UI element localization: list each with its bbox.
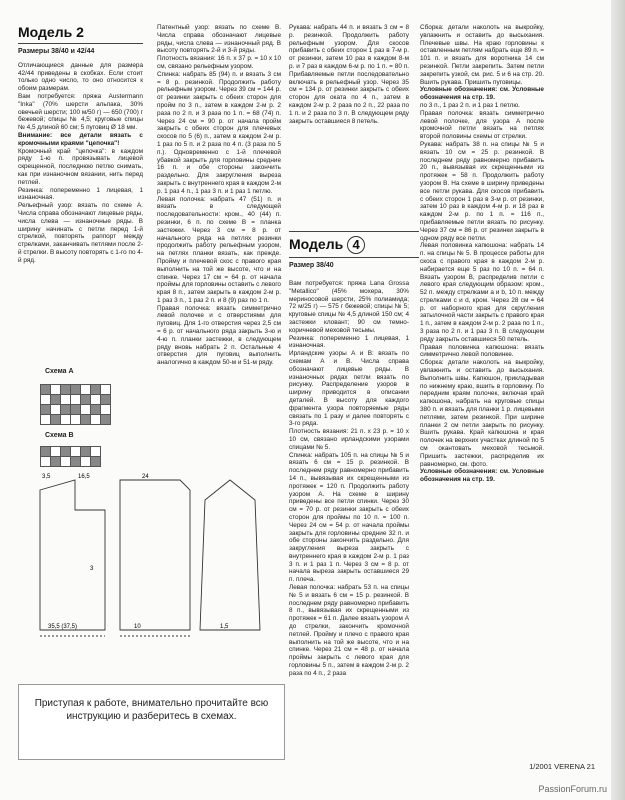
back-piece-outline [120,480,190,630]
paragraph: Левая полочка: набрать 47 (51) п. и вязать в следующей последовательности: кром., 40 (44) п. резинки, 6 п. по схеме В = планка застежки. Через 3 см = 8 р. от начального ряда на петлях резинки продолжить работу рельефным узором, на петлях планки вязать, как прежде. Пройму и плечевой скос с правого края выполнить на той же высоте, что и на спинке. Через 17 см = 64 р. от начала проймы для горловины оставить с левого края 8 п., затем закрыть в каждом 2-м р. 1 раз 3 п., 1 раз 2 п. и 8 (9) раз по 1 п. [157,195,281,304]
front-piece-outline [40,480,105,630]
notice-text: Приступая к работе, внимательно прочитайте всю инструкцию и разберитесь в схемах. [34,698,269,722]
sleeve-outline [200,480,260,630]
model2-sizes: Размеры 38/40 и 42/44 [18,48,95,55]
column-1 [18,24,143,265]
paragraph: Вам потребуется: пряжа Lana Grossa "Metallico" (45% мохера, 30% мериносовой шерсти, 25% полиамида; 72 м/25 г) — 575 г бежевой; спицы № 5; круговые спицы № 4,5 длиной 150 см; 4 застежки кловант; 90 см темно-коричневой меховой тесьмы. [289,280,409,334]
model4-number-badge: 4 [347,236,365,254]
dim-label: 35,5 (37,5) [48,624,78,630]
divider [289,231,419,232]
model4-header [289,228,419,275]
paragraph: Рукава: набрать 38 п. на спицы № 5 и вязать 10 см = 25 р. резинкой. В последнем ряду равномерно прибавить 20 п., вывязывая их скрещенными из протяжек = 58 п. Продолжить работу узором В. На схеме в ширину приведены все петли рукава. Для скосов прибавить с обеих сторон 1 раз в 3-м р. от резинки, затем 10 раз в каждом 4-м р. и 18 раз в каждом 2-м р. по 1 п. = 116 п., прибавляемые петли вязать по рисунку. Через 37 см = 86 р. от резинки закрыть в одном ряду все петли. [420,140,544,242]
column-3-bottom [289,280,409,678]
paragraph: Внимание: все детали вязать с кромочными краями "цепочка"! [18,131,143,147]
paragraph: Резинка: попеременно 1 лицевая, 1 изнаночная. [289,334,409,350]
paragraph: Левая половинка капюшона: набрать 14 п. на спицы № 5. В процессе работы для скоса с правого края в каждом 2-м р. набирается еще 5 раз по 10 п. = 64 п. Вязать узором В, распределив петли с левого края следующим образом: кром., 52 п. между стрелками а и b, 10 п. между стрелками с и d, кром. Через 28 см = 64 р. от наборного края для скругления затылочной части закрыть с правого края 1 п., затем в каждом 2-м р. 2 раза по 1 п., 3 раза по 2 п. и 1 раз 3 п. В следующем ряду закрыть оставшиеся 50 петель. [420,242,544,343]
paragraph: Рукава: набрать 44 п. и вязать 3 см = 8 р. резинкой. Продолжить работу рельефным узором. Для скосов прибавить с обеих сторон 1 раз в 7-м р. от резинки, затем 10 раз в каждом 8-м р. и 7 раз в каждом 6-м р. по 1 п. = 80 п. Прибавляемые петли последовательно включать в рельефный узор. Через 35 см = 134 р. от резинки закрыть с обеих сторон для оката по 4 п., затем в каждом 2-м р. 2 раза по 2 п., 22 раза по 1 п. и 2 раза по 3 п. В следующем ряду закрыть оставшиеся 8 петель. [289,24,409,125]
dim-label: 10 [134,624,141,630]
paragraph: Условные обозначения: см. Условные обозначения на стр. 19. [420,468,544,484]
paragraph: Вам потребуется: пряжа Austermann "Inka" (70% шерсти альпака, 30% овечьей шерсти; 100 м/50 г) — 650 (700) г бежевой; спицы № 4,5; круговые спицы № 4,5 длиной 60 см; 5 пуговиц Ø 18 мм. [18,92,143,132]
page-spine-shadow [611,0,625,800]
paragraph: Условные обозначения: см. Условные обозначения на стр. 19. [420,86,544,102]
paragraph: Патентный узор: вязать по схеме В. Числа справа обозначают лицевые ряды, числа слева — изнаночный ряд. В высоту повторять 2-й и 3-й ряды. [157,24,281,55]
paragraph: Правая полочка: вязать симметрично левой полочке и с отверстиями для пуговиц. Для 1-го отверстия через 2,5 см = 6 р. от начального ряда закрыть 3-ю и 4-ю п. планки застежки, в следующем ряду вновь набрать 2 п. Остальные 4 отверстия для пуговиц выполнить аналогично в каждом 50-м и 51-м ряду. [157,304,281,367]
column-4 [420,24,544,484]
paragraph: Плотность вязания: 16 п. x 37 р. = 10 x 10 см, связано рельефным узором. [157,55,281,70]
column-3-top [289,24,409,125]
dim-label: 24 [142,474,149,480]
dim-label: 16,5 [78,474,90,480]
divider [289,257,419,258]
paragraph: Резинка: попеременно 1 лицевая, 1 изнаночная. [18,186,143,202]
scheme-b-label: Схема В [45,432,74,439]
column-2 [157,24,281,367]
paragraph: Плотность вязания: 21 п. x 23 р. = 10 x 10 см, связано ирландскими узорами спицами № 5. [289,428,409,451]
paragraph: Правая полочка: вязать симметрично левой полочке, для узора А после кромочной петли вязать на петлях второй половины схемы от стрелки. [420,109,544,141]
paragraph: Ирландские узоры А и В: вязать по схемам А и В. Числа справа обозначают лицевые ряды. В изнаночных рядах петли вязать по рисунку. Распределение узоров в ширину приводится в описании деталей. В высоту для каждого фрагмента узора повторяемые ряды связать по 1 разу и далее повторять с 3-го ряда. [289,350,409,428]
paragraph: по 3 п., 1 раз 2 п. и 1 раз 1 петлю. [420,101,520,109]
model4-title [289,236,419,254]
dim-label: 3,5 [42,474,51,480]
divider [18,43,143,44]
watermark: PassionForum.ru [538,784,607,794]
paragraph: Отличающиеся данные для размера 42/44 приведены в скобках. Если стоит только одно число, то оно относится к обоим размерам. [18,61,143,93]
model2-title: Модель 2 [18,24,84,40]
paragraph: Спинка: набрать 105 п. на спицы № 5 и вязать 6 см = 15 р. резинкой. В последнем ряду равномерно прибавить 14 п., вывязывая их скрещенными из протяжек = 120 п. Продолжить работу узором А. На схеме в ширину приведены все петли спинки. Через 30 см = 70 р. от резинки закрыть с обеих сторон для проймы по 10 п. = 100 п. Через 24 см = 54 р. от начала проймы закрыть для горловины средние 32 п. и обе стороны закончить раздельно. Для закругления выреза закрыть с внутреннего края в каждом 2-м р. 1 раз 3 п. и 1 раз 1 п. Через 3 см = 8 р. от начала выреза закрыть оставшиеся 29 п. плеча. [289,451,409,584]
model4-title-text: Модель [289,236,344,252]
dim-label: 3 [90,566,94,572]
scheme-b-grid [40,446,101,467]
paragraph: Левая полочка: набрать 53 п. на спицы № 5 и вязать 6 см = 15 р. резинкой. В последнем ряду равномерно прибавить 8 п., вывязывая их скрещенными из протяжек = 61 п. Далее вязать узором А до стрелки, закончить кромочной петлей. Пройму и плечо с правого края выполнить на той же высоте, что и на спинке. Через 21 см = 48 р. от начала проймы закрыть с левого края для горловины 5 п., затем в каждом 2-м р. 2 раза по 4 п., 2 раза [289,584,409,677]
paragraph: Сборка: детали наколоть на выкройку, увлажнить и оставить до высыхания. Плечевые швы. На краю горловины к оставленным петлям набрать еще 89 п. = 101 п. и вязать для воротника 14 см резинкой. Петли закрепить. Затем петли закрепить узкой, см. рис. 5 и 6 на стр. 20. Вшить рукава. Пришить пуговицы. [420,24,544,86]
garment-pattern-diagram [30,470,270,640]
notice-box [18,684,285,760]
model4-sizes: Размер 38/40 [289,262,334,269]
paragraph: Правая половинка капюшона: вязать симметрично левой половинке. [420,343,544,359]
scheme-a-label: Схема А [45,368,74,375]
paragraph: Рельефный узор: вязать по схеме А. Числа справа обозначают лицевые ряды, числа слева — изнаночные ряды. В ширину начинать с петли перед 1-й стрелкой, повторять раппорт между стрелками, заканчивать петлями после 2-й стрелки. В высоту повторять с 1-го по 4-й ряд. [18,202,143,264]
paragraph: Кромочный край "цепочка": в каждом ряду 1-ю п. провязывать лицевой скрещенной, последнюю петлю снимать, как при изнаночном вязании, нить перед петлей. [18,147,143,186]
paragraph: Спинка: набрать 85 (94) п. и вязать 3 см = 8 р. резинкой. Продолжить работу рельефным узором. Через 39 см = 144 р. от резинки закрыть с обеих сторон для пройм по 3 п., затем в каждом 2-м р. 2 раза по 2 п. и 3 раза по 1 п. = 68 (74) п. Через 24 см = 90 р. от начала пройм закрыть с обеих сторон для плечевых скосов по 5 (6) п., затем в каждом 2-м р. 1 раз по 5 п. и 2 раза по 4 п. (3 раза по 5 п.). Одновременно с 1-й плечевой убавкой закрыть для горловины средние 16 п. и обе стороны закончить раздельно. Для закругления выреза закрыть с внутреннего края в каждом 2-м р. 1 раз 4 п., 1 раз 3 п. и 1 раз 1 петлю. [157,70,281,195]
page-footer: 1/2001 VERENA 21 [529,762,595,771]
paragraph: Сборка: детали наколоть на выкройку, увлажнить и оставить до высыхания. Выполнить швы. Капюшон, прикладывая по нижнему краю, вшить в горловину. По передним краям полочек, включая край капюшона, набрать на круговые спицы 380 п. и вязать для планки 1 р. лицевыми петлями, затем резинкой. При ширине планки 2 см петли закрыть по рисунку. Вшить рукава. Край капюшона и края полочек на верхних участках длиной по 5 см окантовать меховой тесьмой. Пришить застежки, распределив их равномерно, см. фото. [420,359,544,468]
scheme-a-grid [40,384,111,425]
dim-label: 1,5 [220,624,229,630]
